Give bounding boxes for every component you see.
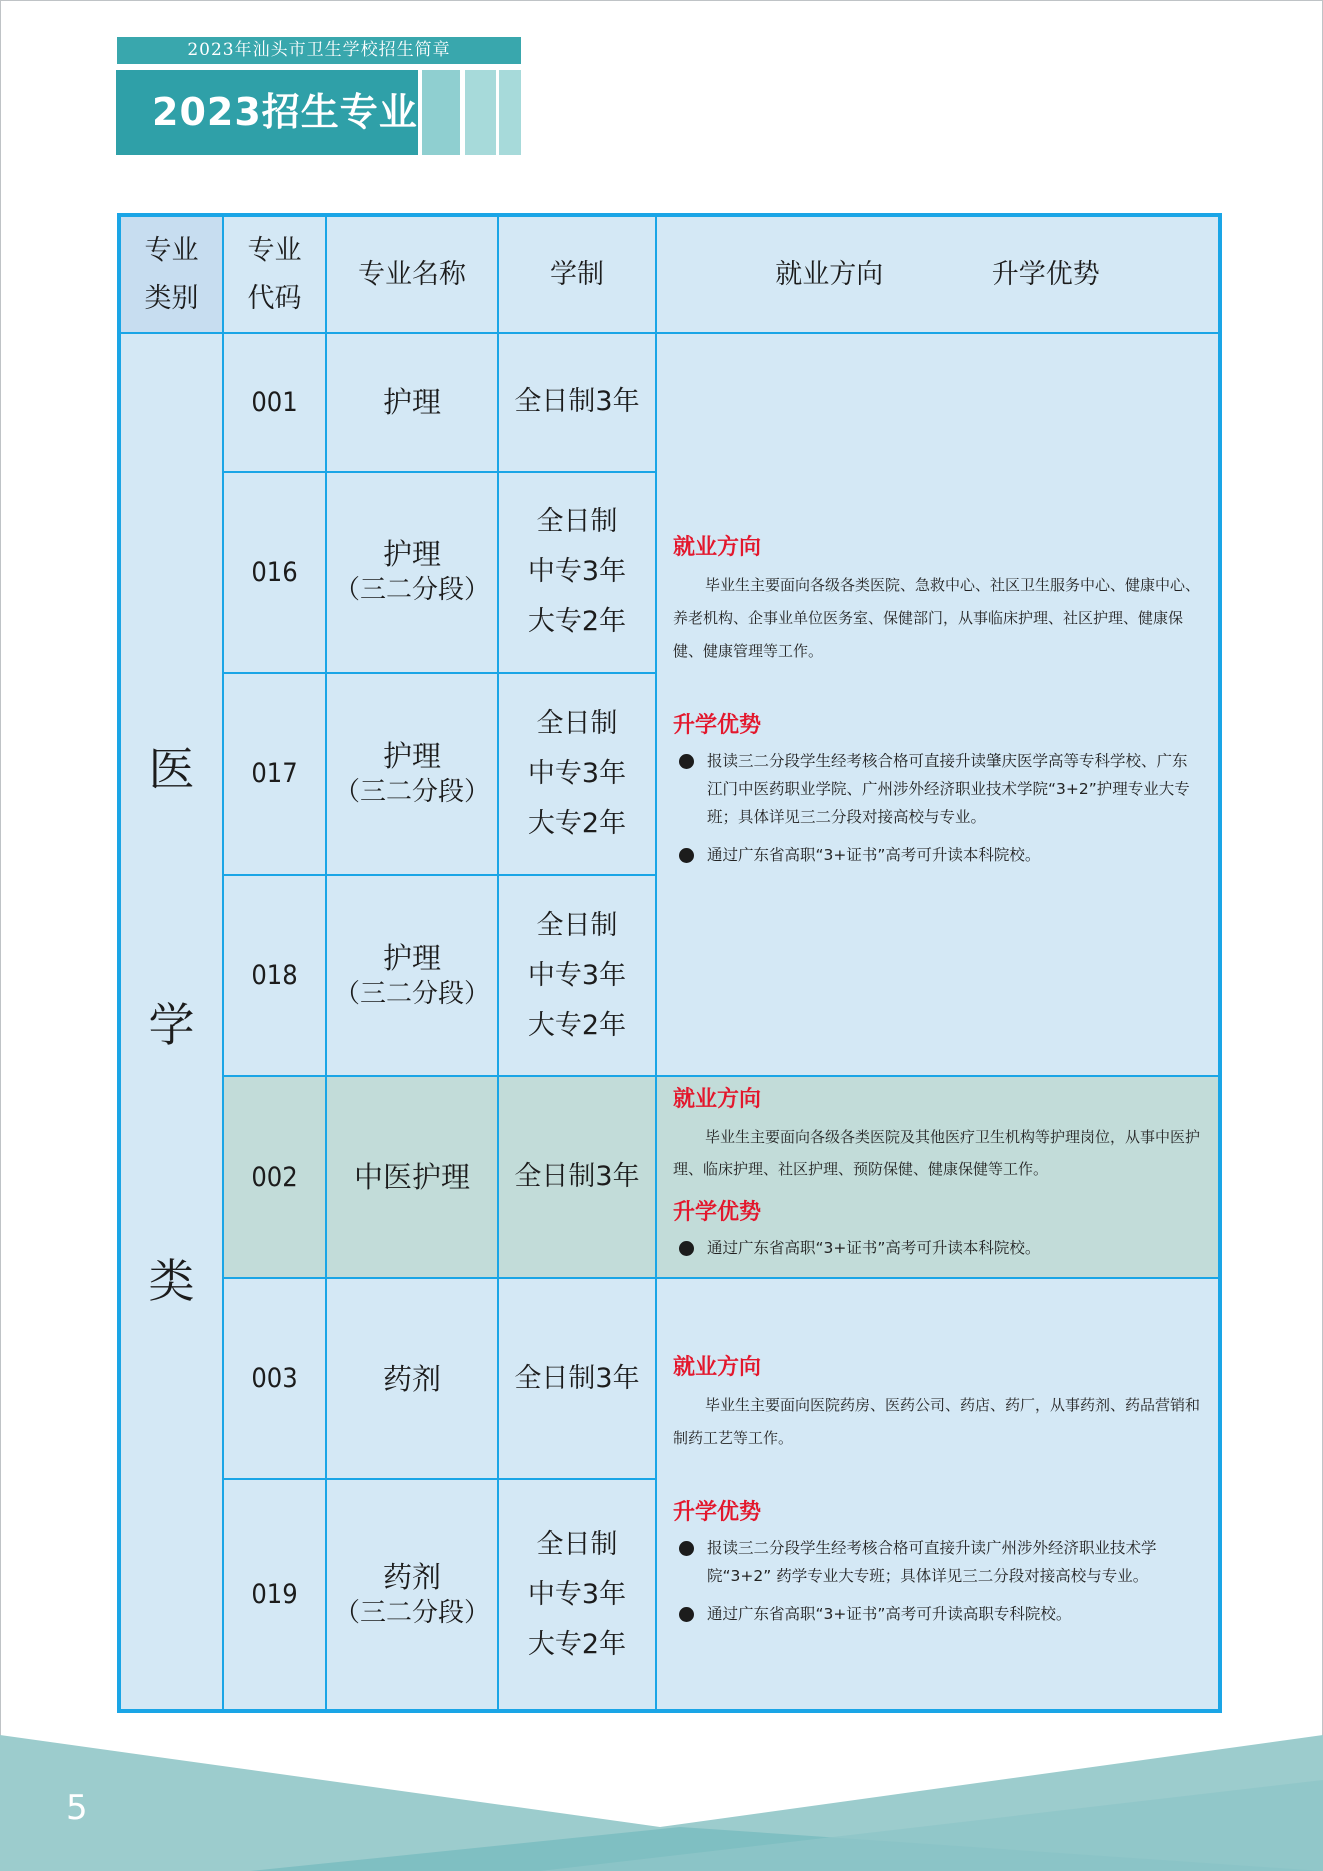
- major-code: 003: [223, 1278, 326, 1480]
- bullet-dot-icon: [679, 848, 694, 863]
- career-title: 就业方向: [673, 1087, 762, 1113]
- decor-bar: [465, 70, 496, 155]
- major-code: 001: [223, 333, 326, 471]
- career-text: 毕业生主要面向医院药房、医药公司、药店、药厂，从事药剂、药品营销和制药工艺等工作。: [673, 1395, 1201, 1447]
- header-career-advancement: [656, 215, 1220, 333]
- duration-line: 大专2年: [527, 1009, 627, 1041]
- header-code-line2: 代码: [247, 282, 302, 314]
- category-char: 学: [148, 997, 195, 1052]
- brochure-subtitle: 2023年汕头市卫生学校招生简章: [117, 37, 521, 64]
- header-code: [223, 215, 326, 333]
- career-title: 就业方向: [673, 1354, 762, 1380]
- major-name-sub: （三二分段）: [333, 575, 490, 606]
- major-code: 018: [223, 875, 326, 1077]
- duration-line: 全日制: [536, 909, 618, 941]
- major-name-main: 护理: [382, 940, 441, 975]
- tcm-description: [656, 1076, 1220, 1278]
- major-name: [326, 875, 498, 1077]
- majors-table: [117, 213, 1222, 1713]
- major-code: 016: [223, 472, 326, 674]
- category-char: 类: [148, 1253, 195, 1308]
- header-name: 专业名称: [326, 215, 498, 333]
- category-cell: [119, 333, 223, 1711]
- duration-line: 大专2年: [527, 606, 627, 638]
- bullet-text: 报读三二分段学生经考核合格可直接升读广州涉外经济职业技术学院“3+2” 药学专业大专班；具体详见三二分段对接高校与专业。: [707, 1538, 1157, 1585]
- footer-wave-decoration: [0, 1735, 1323, 1871]
- advancement-bullet: [673, 747, 1200, 831]
- major-name: [326, 1479, 498, 1711]
- major-name-sub: （三二分段）: [333, 978, 490, 1009]
- major-duration: [498, 673, 656, 875]
- bullet-dot-icon: [679, 754, 694, 769]
- major-duration: 全日制3年: [498, 1076, 656, 1278]
- category-char: 医: [148, 741, 195, 796]
- bullet-text: 报读三二分段学生经考核合格可直接升读肇庆医学高等专科学校、广东江门中医药职业学院、广州涉外经济职业技术学院“3+2”护理专业大专班；具体详见三二分段对接高校与专业。: [707, 752, 1190, 827]
- nursing-description: [656, 333, 1220, 1076]
- major-name: 中医护理: [326, 1076, 498, 1278]
- duration-line: 大专2年: [527, 807, 627, 839]
- header-advancement: 升学优势: [991, 258, 1100, 290]
- advancement-title: 升学优势: [673, 1200, 762, 1226]
- advancement-bullet: [673, 841, 1200, 869]
- table-row-highlighted: [119, 1076, 1220, 1278]
- duration-line: 全日制: [536, 506, 618, 538]
- header-duration: 学制: [498, 215, 656, 333]
- advancement-title: 升学优势: [673, 1499, 762, 1525]
- header-category: [119, 215, 223, 333]
- major-name-main: 护理: [382, 537, 441, 572]
- career-text: 毕业生主要面向各级各类医院及其他医疗卫生机构等护理岗位，从事中医护理、临床护理、社区护理、预防保健、健康保健等工作。: [673, 1128, 1201, 1179]
- major-duration: 全日制3年: [498, 1278, 656, 1480]
- major-name: 护理: [326, 333, 498, 471]
- duration-line: 中专3年: [527, 757, 627, 789]
- advancement-bullet: [673, 1234, 1200, 1262]
- career-title: 就业方向: [673, 535, 762, 561]
- advancement-bullet: [673, 1534, 1200, 1590]
- major-name: 药剂: [326, 1278, 498, 1480]
- major-duration: [498, 472, 656, 674]
- table-row: [119, 1278, 1220, 1480]
- advancement-bullet: [673, 1600, 1200, 1628]
- major-name: [326, 673, 498, 875]
- career-text: 毕业生主要面向各级各类医院、急救中心、社区卫生服务中心、健康中心、养老机构、企事业单位医务室、保健部门，从事临床护理、社区护理、健康保健、健康管理等工作。: [673, 576, 1201, 661]
- major-name-main: 药剂: [382, 1559, 441, 1594]
- duration-line: 全日制: [536, 1528, 618, 1560]
- major-code: 002: [223, 1076, 326, 1278]
- duration-line: 中专3年: [527, 1578, 627, 1610]
- major-name-sub: （三二分段）: [333, 1597, 490, 1628]
- bullet-dot-icon: [679, 1541, 694, 1556]
- header-category-line2: 类别: [144, 282, 199, 314]
- bullet-text: 通过广东省高职“3+证书”高考可升读高职专科院校。: [707, 1604, 1072, 1623]
- bullet-text: 通过广东省高职“3+证书”高考可升读本科院校。: [707, 846, 1041, 865]
- duration-line: 中专3年: [527, 959, 627, 991]
- page-title: 2023招生专业: [116, 70, 418, 155]
- duration-line: 全日制: [536, 707, 618, 739]
- major-name-main: 护理: [382, 738, 441, 773]
- major-code: 017: [223, 673, 326, 875]
- bullet-text: 通过广东省高职“3+证书”高考可升读本科院校。: [707, 1239, 1041, 1258]
- major-duration: 全日制3年: [498, 333, 656, 471]
- table-row: [119, 333, 1220, 471]
- duration-line: 大专2年: [527, 1628, 627, 1660]
- duration-line: 中专3年: [527, 556, 627, 588]
- major-duration: [498, 1479, 656, 1711]
- table-header-row: [119, 215, 1220, 333]
- pharmacy-description: [656, 1278, 1220, 1711]
- major-code: 019: [223, 1479, 326, 1711]
- major-name: [326, 472, 498, 674]
- decor-bar: [422, 70, 460, 155]
- major-name-sub: （三二分段）: [333, 776, 490, 807]
- decor-bar: [499, 70, 521, 155]
- header-category-line1: 专业: [144, 234, 199, 266]
- advancement-title: 升学优势: [673, 713, 762, 739]
- major-duration: [498, 875, 656, 1077]
- page-number: 5: [66, 1788, 88, 1828]
- bullet-dot-icon: [679, 1241, 694, 1256]
- header-career: 就业方向: [775, 258, 884, 290]
- header-code-line1: 专业: [247, 234, 302, 266]
- bullet-dot-icon: [679, 1607, 694, 1622]
